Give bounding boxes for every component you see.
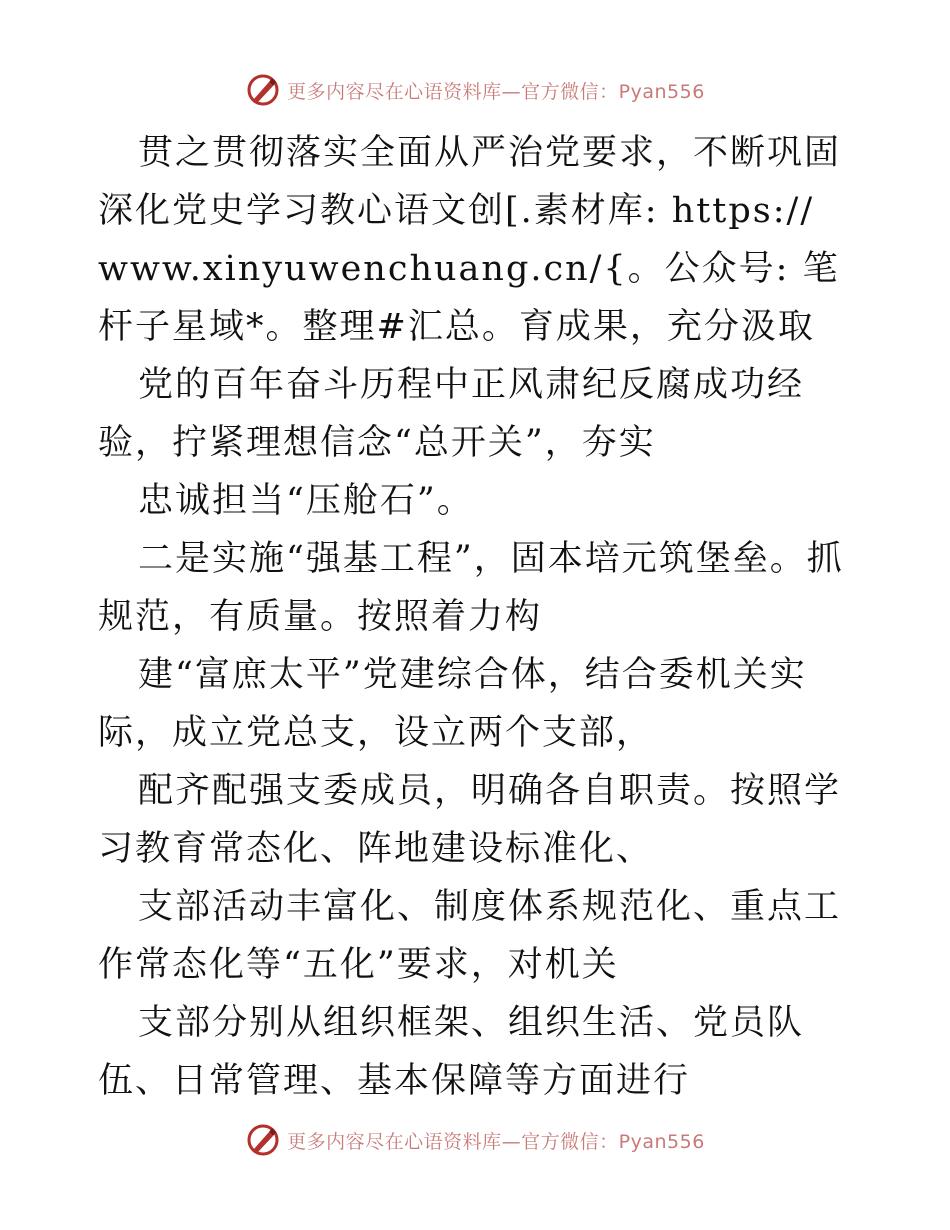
watermark-footer <box>0 1120 950 1160</box>
watermark-header <box>0 70 950 110</box>
paragraph: 建“富庶太平”党建综合体，结合委机关实际，成立党总支，设立两个支部， <box>98 655 807 753</box>
watermark-text: 更多内容尽在心语资料库—官方微信：Pyan556 <box>287 1130 705 1153</box>
pen-logo-icon <box>245 72 281 108</box>
paragraph: 二是实施“强基工程”，固本培元筑堡垒。抓规范，有质量。按照着力构 <box>98 539 844 637</box>
document-body <box>98 124 858 1110</box>
paragraph: 支部分别从组织框架、组织生活、党员队伍、日常管理、基本保障等方面进行 <box>98 1003 805 1101</box>
paragraph: 贯之贯彻落实全面从严治党要求，不断巩固深化党史学习教心语文创[.素材库: https:// www.xinyuwenchuang.cn/{。公众号: 笔杆子星域*。整理#汇总。育成果，充分汲取 <box>98 133 842 347</box>
pen-logo-icon <box>245 1122 281 1158</box>
paragraph: 配齐配强支委成员，明确各自职责。按照学习教育常态化、阵地建设标准化、 <box>98 771 842 869</box>
watermark-text: 更多内容尽在心语资料库—官方微信：Pyan556 <box>287 80 705 103</box>
paragraph: 忠诚担当“压舱石”。 <box>138 481 474 521</box>
paragraph: 支部活动丰富化、制度体系规范化、重点工作常态化等“五化”要求，对机关 <box>98 887 842 985</box>
paragraph: 党的百年奋斗历程中正风肃纪反腐成功经验，拧紧理想信念“总开关”，夯实 <box>98 365 805 463</box>
